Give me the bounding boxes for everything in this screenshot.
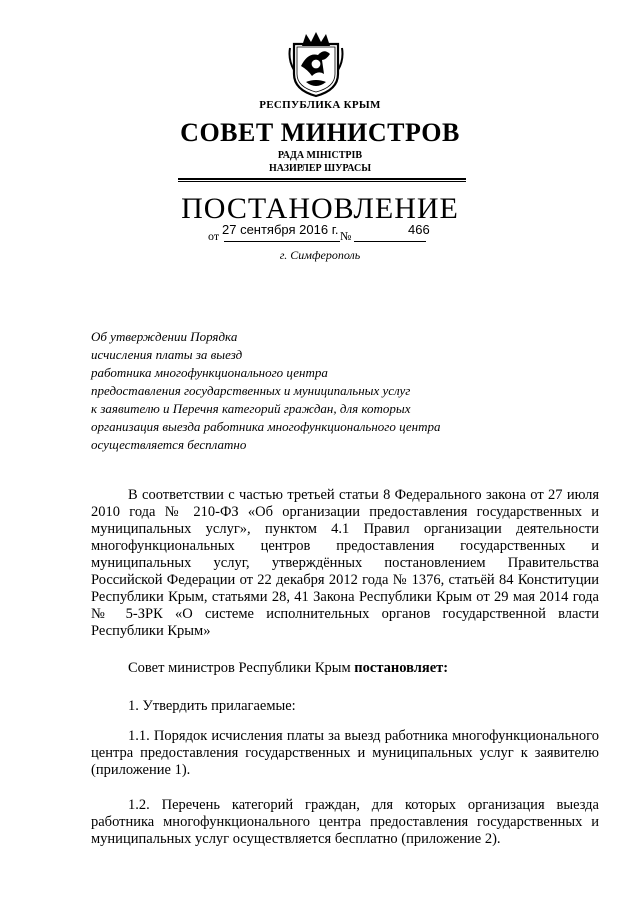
title-line: исчисления платы за выезд: [91, 347, 243, 362]
council-name-crimean-tatar: НАЗИРЛЕР ШУРАСЫ: [268, 163, 372, 174]
title-line: работника многофункционального центра: [91, 365, 328, 380]
title-line: организация выезда работника многофункционального центра: [91, 419, 441, 434]
date-prefix: от: [208, 229, 220, 243]
city-name: г. Симферополь: [279, 248, 361, 262]
title-line: осуществляется бесплатно: [91, 437, 247, 452]
title-line: к заявителю и Перечня категорий граждан, для которых: [91, 401, 411, 416]
header-divider-thin: [178, 181, 466, 182]
resolution-statement: [91, 660, 599, 677]
republic-name: РЕСПУБЛИКА КРЫМ: [259, 99, 381, 111]
date-underline: [224, 241, 340, 242]
clause-1-1: 1.1. Порядок исчисления платы за выезд работника многофункционального центра предоставления государственных и муниципальных услуг к заявителю (приложение 1).: [91, 728, 599, 778]
resolution-keyword: постановляет:: [354, 660, 449, 676]
council-name-ukrainian: РАДА МІНІСТРІВ: [277, 150, 363, 161]
council-name: СОВЕТ МИНИСТРОВ: [180, 118, 460, 147]
document-subject-title: [91, 328, 551, 454]
number-underline: [354, 241, 426, 242]
coat-of-arms-emblem: [288, 30, 344, 98]
number-prefix: №: [340, 229, 352, 243]
title-line: Об утверждении Порядка: [91, 329, 238, 344]
header-divider-thick: [178, 178, 466, 180]
clause-1: 1. Утвердить прилагаемые:: [128, 698, 296, 714]
date-number-line: [208, 222, 440, 246]
decree-date: 27 сентября 2016 г.: [222, 222, 339, 237]
clause-1-2: 1.2. Перечень категорий граждан, для которых организация выезда работника многофункционального центра предоставления государственных и муниципальных услуг осуществляется бесплатно (приложение 2).: [91, 797, 599, 847]
document-type-title: ПОСТАНОВЛЕНИЕ: [181, 192, 459, 225]
title-line: предоставления государственных и муниципальных услуг: [91, 383, 411, 398]
resolution-text: Совет министров Республики Крым: [128, 660, 355, 676]
decree-number: 466: [408, 222, 430, 237]
preamble-paragraph: В соответствии с частью третьей статьи 8 Федерального закона от 27 июля 2010 года № 210-ФЗ «Об организации предоставления государственных и муниципальных услуг», пунктом 4.1 Правил организации деятельности многофункциональных центров предоставления государственных и муниципальных услуг, утверждённых постановлением Правительства Российской Федерации от 22 декабря 2012 года № 1376, статьёй 84 Конституции Республики Крым, статьями 28, 41 Закона Республики Крым от 29 мая 2014 года № 5-ЗРК «О системе исполнительных органов государственной власти Республики Крым»: [91, 487, 599, 639]
